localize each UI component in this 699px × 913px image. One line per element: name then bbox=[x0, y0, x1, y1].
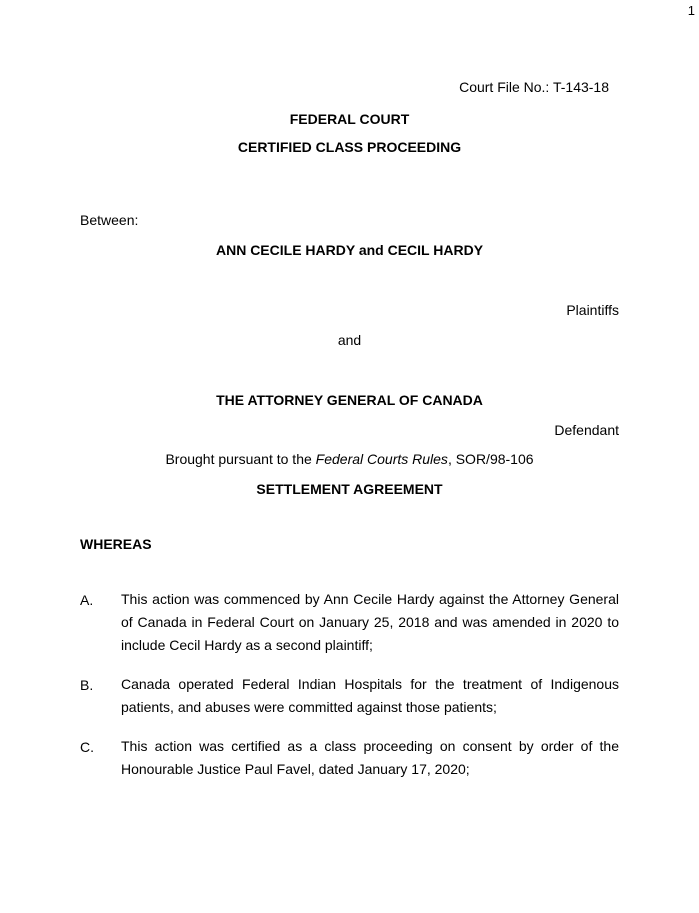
recital-text: This action was commenced by Ann Cecile Hardy against the Attorney General of Canada in Federal Court on January 25, 2018 and was amended in 2020 to include Cecil Hardy as a second plaintiff; bbox=[121, 591, 619, 653]
authority-prefix: Brought pursuant to the bbox=[165, 451, 316, 467]
recital-letter: A. bbox=[80, 592, 94, 608]
authority-line bbox=[0, 451, 699, 467]
authority-rules: Federal Courts Rules bbox=[315, 451, 448, 467]
recital-letter: C. bbox=[80, 739, 94, 755]
between-label: Between: bbox=[80, 212, 139, 228]
defendant-name: THE ATTORNEY GENERAL OF CANADA bbox=[216, 392, 483, 408]
authority-suffix: , SOR/98-106 bbox=[447, 451, 534, 467]
court-file-number: Court File No.: T-143-18 bbox=[459, 79, 609, 95]
recital-text: Canada operated Federal Indian Hospitals for the treatment of Indigenous patients, and abuses were committed against those patients; bbox=[121, 676, 619, 715]
court-name: FEDERAL COURT bbox=[289, 111, 410, 127]
page-number: 1 bbox=[687, 3, 695, 18]
agreement-title: SETTLEMENT AGREEMENT bbox=[256, 481, 443, 497]
recital-letter: B. bbox=[80, 677, 94, 693]
plaintiffs-role: Plaintiffs bbox=[566, 302, 619, 318]
proceeding-type: CERTIFIED CLASS PROCEEDING bbox=[237, 139, 462, 155]
defendant-role: Defendant bbox=[554, 422, 619, 438]
whereas-heading: WHEREAS bbox=[80, 536, 152, 552]
recital-text: This action was certified as a class proceeding on consent by order of the Honourable Justice Paul Favel, dated January 17, 2020; bbox=[121, 738, 619, 777]
and-label: and bbox=[337, 332, 362, 348]
plaintiffs-names: ANN CECILE HARDY and CECIL HARDY bbox=[215, 242, 484, 258]
